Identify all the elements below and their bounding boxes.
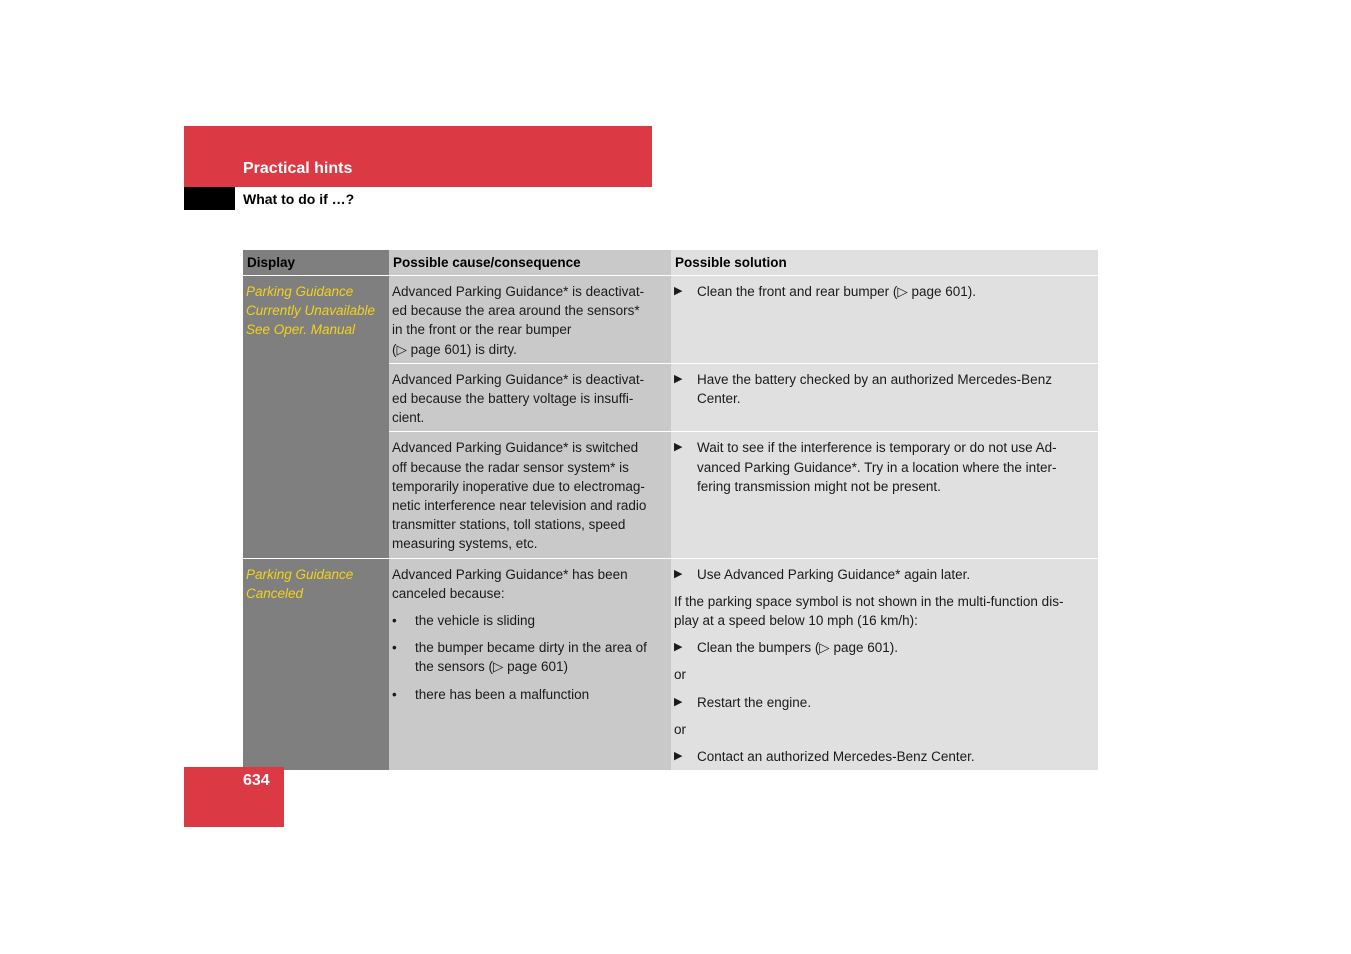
display-line: Canceled xyxy=(246,585,304,601)
cause-cell xyxy=(389,276,671,364)
solution-cell xyxy=(671,432,1098,558)
header-solution: Possible solution xyxy=(671,250,1098,276)
table-row xyxy=(243,558,1098,770)
solution-line: Clean the bumpers (▷ page 601). xyxy=(697,640,898,656)
cause-line: in the front or the rear bumper xyxy=(392,322,572,338)
arrow-icon: ▶ xyxy=(674,372,683,385)
solution-line: fering transmission might not be present. xyxy=(697,478,941,494)
cause-line: netic interference near television and radio xyxy=(392,498,647,514)
cause-line: Advanced Parking Guidance* is deactivat- xyxy=(392,284,645,299)
solution-step xyxy=(674,370,1095,408)
arrow-icon: ▶ xyxy=(674,567,683,580)
bullet-icon: • xyxy=(392,686,397,702)
display-line: See Oper. Manual xyxy=(246,322,356,338)
cause-line: transmitter stations, toll stations, speed xyxy=(392,517,626,533)
solution-step xyxy=(674,282,1095,301)
bullet-line: the sensors (▷ page 601) xyxy=(415,659,568,675)
solution-step xyxy=(674,438,1095,496)
solution-cell xyxy=(671,558,1098,770)
arrow-icon: ▶ xyxy=(674,285,683,297)
cause-line: canceled because: xyxy=(392,585,505,601)
solution-cell xyxy=(671,276,1098,364)
note-line: If the parking space symbol is not shown in the multi-function dis- xyxy=(674,593,1064,609)
note-line: play at a speed below 10 mph (16 km/h): xyxy=(674,613,918,629)
solution-cell xyxy=(671,363,1098,432)
cause-line: measuring systems, etc. xyxy=(392,536,538,552)
header-cause: Possible cause/consequence xyxy=(389,250,671,276)
or-separator: or xyxy=(674,721,687,737)
solution-line: Restart the engine. xyxy=(697,694,812,710)
display-message-canceled xyxy=(243,558,389,770)
solution-line: Have the battery checked by an authorized Mercedes-Benz xyxy=(697,371,1052,387)
solution-line: Clean the front and rear bumper (▷ page 601). xyxy=(697,284,977,299)
cause-bullet xyxy=(392,638,668,676)
page-subtitle: What to do if …? xyxy=(243,191,355,207)
solution-step xyxy=(674,638,1095,657)
bullet-icon: • xyxy=(392,640,397,656)
arrow-icon: ▶ xyxy=(674,695,683,708)
header-display: Display xyxy=(243,250,389,276)
arrow-icon: ▶ xyxy=(674,750,683,763)
solution-step xyxy=(674,565,1095,584)
or-separator: or xyxy=(674,667,687,683)
bullet-icon: • xyxy=(392,613,397,629)
page-number: 634 xyxy=(243,772,270,789)
cause-cell xyxy=(389,363,671,432)
display-line: Currently Unavailable xyxy=(246,303,376,319)
solution-line: Wait to see if the interference is temporary or do not use Ad- xyxy=(697,440,1057,456)
solution-step xyxy=(674,747,1095,766)
table-header-row xyxy=(243,250,1098,276)
cause-line: Advanced Parking Guidance* has been xyxy=(392,566,628,582)
section-title: Practical hints xyxy=(243,160,353,177)
cause-line: temporarily inoperative due to electromag- xyxy=(392,478,645,494)
cause-line: ed because the battery voltage is insuffi- xyxy=(392,391,634,407)
arrow-icon: ▶ xyxy=(674,641,683,654)
cause-bullet xyxy=(392,685,668,704)
display-line: Parking Guidance xyxy=(246,566,354,582)
cause-line: cient. xyxy=(392,410,425,426)
bullet-line: the vehicle is sliding xyxy=(415,613,536,629)
cause-line: (▷ page 601) is dirty. xyxy=(392,341,517,357)
table-row xyxy=(243,276,1098,364)
display-message-unavailable xyxy=(243,276,389,559)
solution-line: vanced Parking Guidance*. Try in a location where the inter- xyxy=(697,459,1057,475)
cause-line: Advanced Parking Guidance* is deactivat- xyxy=(392,371,645,387)
cause-line: off because the radar sensor system* is xyxy=(392,459,629,475)
cause-line: ed because the area around the sensors* xyxy=(392,303,640,319)
bullet-line: the bumper became dirty in the area of xyxy=(415,640,647,656)
cause-line: Advanced Parking Guidance* is switched xyxy=(392,440,639,456)
cause-cell xyxy=(389,432,671,558)
solution-step xyxy=(674,693,1095,712)
display-line: Parking Guidance xyxy=(246,284,354,299)
solution-line: Center. xyxy=(697,391,741,407)
cause-bullet xyxy=(392,611,668,630)
troubleshooting-table xyxy=(243,250,1098,770)
solution-note xyxy=(674,592,1095,630)
solution-line: Contact an authorized Mercedes-Benz Center. xyxy=(697,749,975,765)
cause-cell xyxy=(389,558,671,770)
section-tab-marker xyxy=(184,187,235,210)
bullet-line: there has been a malfunction xyxy=(415,686,590,702)
solution-line: Use Advanced Parking Guidance* again later. xyxy=(697,566,971,582)
arrow-icon: ▶ xyxy=(674,441,683,454)
